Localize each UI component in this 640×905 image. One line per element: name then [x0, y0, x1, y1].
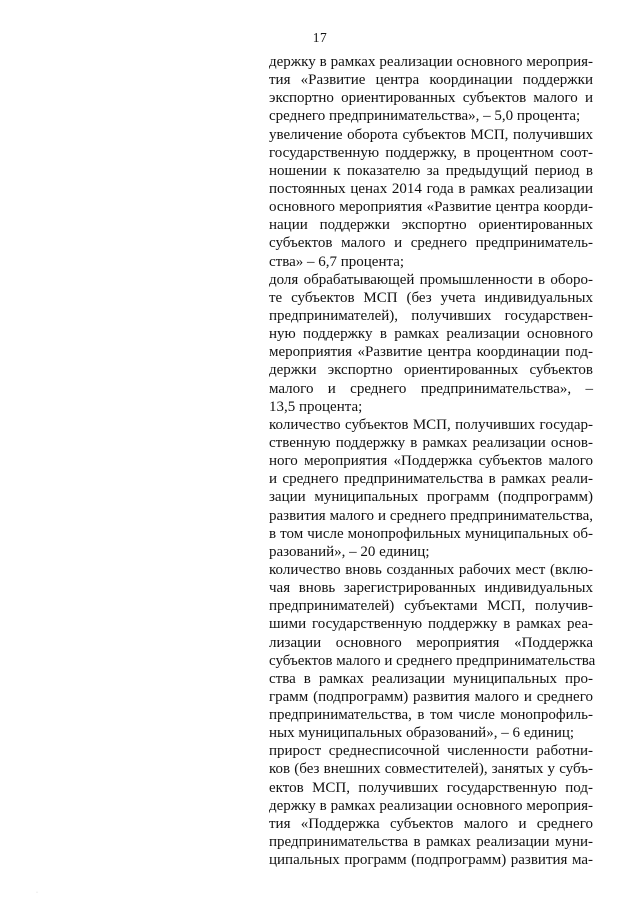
- text-line: в том числе монопрофильных муниципальных об-: [269, 525, 593, 542]
- text-line: субъектов малого и среднего предприниматель-: [269, 235, 593, 252]
- text-line: предпринимателей), получивших государствен-: [269, 307, 593, 324]
- page-number: 17: [312, 30, 328, 45]
- text-line: доля обрабатывающей промышленности в оборо-: [269, 271, 593, 288]
- text-line: держку в рамках реализации основного мероприя-: [269, 54, 593, 70]
- text-line: государственную поддержку, в процентном соот-: [269, 144, 593, 161]
- text-line: нации поддержки экспортно ориентированных: [269, 217, 593, 234]
- text-line: количество вновь созданных рабочих мест (вклю-: [269, 561, 593, 578]
- text-line: 13,5 процента;: [269, 398, 363, 415]
- text-line: грамм (подпрограмм) развития малого и среднего: [269, 688, 593, 705]
- text-line: ную поддержку в рамках реализации основного: [269, 326, 593, 343]
- text-line: тия «Поддержка субъектов малого и среднего: [269, 815, 593, 832]
- text-line: ков (без внешних совместителей), занятых у субъ-: [269, 761, 593, 778]
- text-line: предпринимателей) субъектами МСП, получив-: [269, 598, 593, 615]
- text-line: ципальных программ (подпрограмм) развития ма-: [269, 852, 593, 869]
- text-line: субъектов малого и среднего предпринимательства: [269, 652, 596, 669]
- text-line: экспортно ориентированных субъектов малого и: [269, 90, 593, 107]
- text-line: среднего предпринимательства», – 5,0 процента;: [269, 108, 581, 125]
- text-line: ектов МСП, получивших государственную под-: [269, 779, 593, 796]
- text-line: мероприятия «Развитие центра координации под-: [269, 344, 593, 361]
- text-line: те субъектов МСП (без учета индивидуальных: [269, 289, 593, 306]
- text-line: держки экспортно ориентированных субъектов: [269, 362, 593, 379]
- text-line: предпринимательства, в том числе монопрофиль-: [269, 707, 593, 724]
- text-line: ства» – 6,7 процента;: [269, 253, 405, 270]
- text-line: прирост среднесписочной численности работни-: [269, 743, 593, 760]
- text-line: тия «Развитие центра координации поддержки: [269, 72, 593, 89]
- scan-artifact: ·: [36, 890, 38, 896]
- text-line: ных муниципальных образований», – 6 единиц;: [269, 725, 575, 742]
- text-line: предпринимательства в рамках реализации муни-: [269, 834, 593, 851]
- text-line: ношении к показателю за предыдущий период в: [269, 162, 593, 179]
- text-line: малого и среднего предпринимательства», –: [269, 380, 593, 397]
- text-line: ственную поддержку в рамках реализации основ-: [269, 434, 593, 451]
- text-line: шими государственную поддержку в рамках реа-: [269, 616, 593, 633]
- text-line: основного мероприятия «Развитие центра коорди-: [269, 199, 593, 216]
- text-line: разований», – 20 единиц;: [269, 543, 430, 560]
- text-line: ства в рамках реализации муниципальных про-: [269, 670, 593, 687]
- text-line: чая вновь зарегистрированных индивидуальных: [269, 580, 593, 597]
- text-line: ного мероприятия «Поддержка субъектов малого: [269, 453, 593, 470]
- text-line: развития малого и среднего предпринимательства,: [269, 507, 593, 524]
- text-line: увеличение оборота субъектов МСП, получивших: [269, 126, 593, 143]
- text-line: количество субъектов МСП, получивших государ-: [269, 416, 593, 433]
- text-line: зации муниципальных программ (подпрограмм): [269, 489, 593, 506]
- text-line: держку в рамках реализации основного мероприя-: [269, 797, 593, 814]
- text-line: лизации основного мероприятия «Поддержка: [269, 634, 593, 651]
- document-body-text: [269, 53, 596, 869]
- text-line: постоянных ценах 2014 года в рамках реализации: [269, 180, 593, 197]
- text-line: и среднего предпринимательства в рамках реали-: [269, 471, 593, 488]
